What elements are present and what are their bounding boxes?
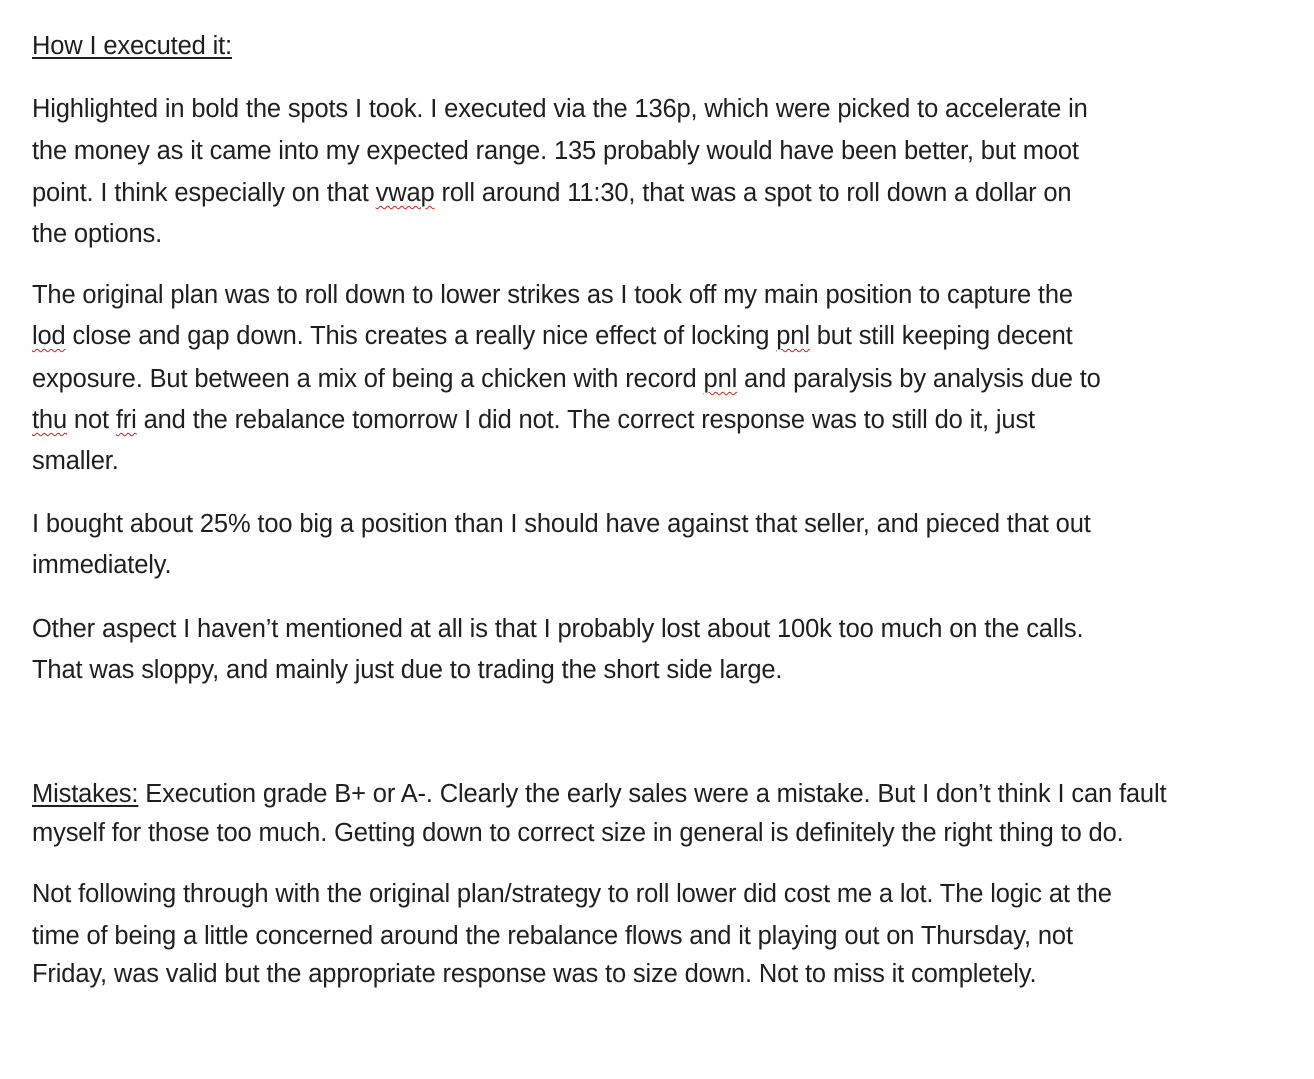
text-segment: not [67, 406, 116, 434]
paragraph-2-line-1: The original plan was to roll down to lower strikes as I took off my main position to capture the [32, 281, 1073, 309]
misspelled-word[interactable]: lod [32, 322, 66, 350]
paragraph-1-line-1: Highlighted in bold the spots I took. I executed via the 136p, which were picked to accelerate in [32, 95, 1088, 123]
paragraph-6-line-3: Friday, was valid but the appropriate response was to size down. Not to miss it completely. [32, 960, 1037, 988]
text-segment: but still keeping decent [809, 322, 1073, 350]
paragraph-1-line-4: the options. [32, 220, 163, 248]
paragraph-5-line-1 [32, 779, 1166, 809]
paragraph-2-line-2 [32, 321, 1073, 351]
section-heading: How I executed it: [32, 32, 232, 60]
paragraph-2-line-4 [32, 405, 1035, 435]
paragraph-4-line-2: That was sloppy, and mainly just due to trading the short side large. [32, 656, 783, 684]
text-segment: Execution grade B+ or A-. Clearly the early sales were a mistake. But I don’t think I can fault [138, 780, 1167, 808]
paragraph-1-line-2: the money as it came into my expected range. 135 probably would have been better, but moot [32, 137, 1079, 165]
paragraph-1-line-3 [32, 178, 1071, 208]
paragraph-2-line-3 [32, 364, 1101, 394]
text-segment: close and gap down. This creates a really nice effect of locking [65, 322, 777, 350]
paragraph-2-line-5: smaller. [32, 447, 119, 475]
misspelled-word[interactable]: pnl [776, 322, 810, 350]
paragraph-6-line-2: time of being a little concerned around the rebalance flows and it playing out on Thursday, not [32, 922, 1073, 950]
misspelled-word[interactable]: pnl [703, 365, 738, 393]
paragraph-4-line-1: Other aspect I haven’t mentioned at all is that I probably lost about 100k too much on the calls. [32, 615, 1084, 643]
paragraph-6-line-1: Not following through with the original plan/strategy to roll lower did cost me a lot. The logic at the [32, 880, 1112, 908]
paragraph-3-line-1: I bought about 25% too big a position than I should have against that seller, and pieced that out [32, 510, 1091, 538]
text-segment: exposure. But between a mix of being a chicken with record [32, 365, 704, 393]
paragraph-3-line-2: immediately. [32, 551, 172, 579]
text-segment: and the rebalance tomorrow I did not. The correct response was to still do it, just [136, 406, 1035, 434]
paragraph-5-line-2: myself for those too much. Getting down to correct size in general is definitely the right thing to do. [32, 819, 1124, 847]
misspelled-word[interactable]: vwap [375, 179, 435, 207]
text-segment: roll around 11:30, that was a spot to roll down a dollar on [434, 179, 1072, 207]
misspelled-word[interactable]: thu [32, 406, 67, 434]
mistakes-label: Mistakes: [32, 780, 139, 808]
misspelled-word[interactable]: fri [115, 406, 137, 434]
text-segment: and paralysis by analysis due to [737, 365, 1101, 393]
text-segment: point. I think especially on that [32, 179, 376, 207]
